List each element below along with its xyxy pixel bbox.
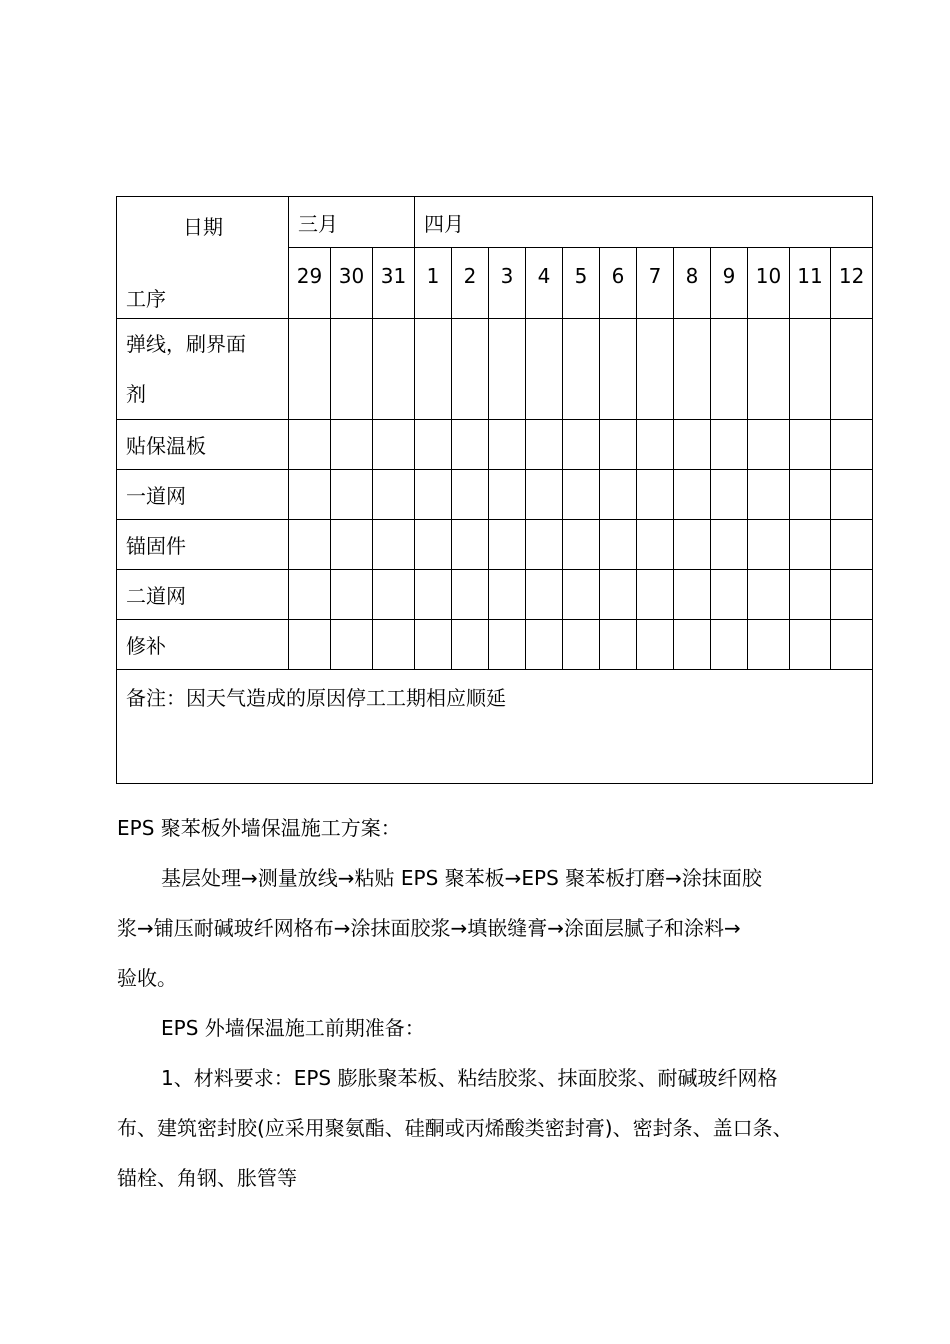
schedule-cell: [452, 620, 489, 670]
day-header-cell: 12: [831, 248, 873, 319]
schedule-cell: [790, 570, 831, 620]
paragraph-line: 1、材料要求：EPS 膨胀聚苯板、粘结胶浆、抹面胶浆、耐碱玻纤网格: [161, 1066, 778, 1090]
schedule-cell: [489, 620, 526, 670]
schedule-cell: [489, 520, 526, 570]
day-header-cell: 5: [563, 248, 600, 319]
schedule-cell: [563, 520, 600, 570]
schedule-cell: [415, 520, 452, 570]
corner-header-cell: [117, 197, 289, 319]
schedule-cell: [289, 319, 331, 420]
schedule-cell: [748, 319, 790, 420]
day-header-cell: 4: [526, 248, 563, 319]
schedule-cell: [563, 319, 600, 420]
schedule-cell: [637, 319, 674, 420]
schedule-cell: [711, 520, 748, 570]
schedule-cell: [331, 420, 373, 470]
paragraph-line: 锚栓、角钢、胀管等: [117, 1166, 297, 1190]
schedule-cell: [373, 319, 415, 420]
schedule-cell: [748, 470, 790, 520]
month-header-row: [117, 197, 873, 248]
schedule-cell: [415, 570, 452, 620]
day-header-cell: 11: [790, 248, 831, 319]
process-header-label: 工序: [126, 287, 166, 311]
paragraph-line: 基层处理→测量放线→粘贴 EPS 聚苯板→EPS 聚苯板打磨→涂抹面胶: [161, 866, 762, 890]
process-label: 二道网: [117, 570, 289, 620]
schedule-cell: [563, 620, 600, 670]
schedule-cell: [331, 620, 373, 670]
day-header-cell: 31: [373, 248, 415, 319]
paragraph-line: 浆→铺压耐碱玻纤网格布→涂抹面胶浆→填嵌缝膏→涂面层腻子和涂料→: [117, 916, 741, 940]
table-row: [117, 420, 873, 470]
process-label: 贴保温板: [117, 420, 289, 470]
schedule-cell: [289, 570, 331, 620]
schedule-cell: [373, 620, 415, 670]
process-label: 修补: [117, 620, 289, 670]
schedule-cell: [563, 470, 600, 520]
day-header-cell: 7: [637, 248, 674, 319]
process-label-line: 弹线，刷界面: [126, 332, 246, 356]
schedule-cell: [790, 470, 831, 520]
schedule-cell: [526, 319, 563, 420]
schedule-cell: [489, 420, 526, 470]
schedule-cell: [790, 319, 831, 420]
schedule-cell: [748, 570, 790, 620]
schedule-cell: [711, 620, 748, 670]
schedule-cell: [637, 570, 674, 620]
schedule-cell: [415, 319, 452, 420]
schedule-cell: [711, 570, 748, 620]
schedule-cell: [452, 470, 489, 520]
schedule-cell: [831, 470, 873, 520]
schedule-cell: [289, 470, 331, 520]
schedule-cell: [526, 570, 563, 620]
schedule-cell: [600, 420, 637, 470]
day-header-cell: 10: [748, 248, 790, 319]
schedule-cell: [452, 570, 489, 620]
schedule-cell: [563, 420, 600, 470]
schedule-cell: [526, 420, 563, 470]
schedule-cell: [373, 570, 415, 620]
schedule-cell: [831, 319, 873, 420]
table-row: [117, 319, 873, 420]
day-header-cell: 2: [452, 248, 489, 319]
schedule-cell: [452, 520, 489, 570]
schedule-cell: [748, 520, 790, 570]
schedule-cell: [489, 319, 526, 420]
schedule-cell: [452, 420, 489, 470]
schedule-cell: [489, 470, 526, 520]
schedule-cell: [674, 319, 711, 420]
section-heading: EPS 外墙保温施工前期准备：: [161, 1016, 425, 1040]
schedule-cell: [452, 319, 489, 420]
schedule-cell: [674, 420, 711, 470]
schedule-cell: [526, 620, 563, 670]
table-row: [117, 620, 873, 670]
schedule-cell: [674, 570, 711, 620]
schedule-table: [116, 196, 873, 784]
schedule-cell: [831, 520, 873, 570]
schedule-cell: [790, 620, 831, 670]
month-march: 三月: [289, 197, 415, 248]
schedule-cell: [373, 470, 415, 520]
schedule-cell: [831, 420, 873, 470]
schedule-cell: [600, 319, 637, 420]
notes-cell: 备注：因天气造成的原因停工工期相应顺延: [117, 670, 873, 784]
paragraph-line: 验收。: [117, 966, 177, 990]
schedule-cell: [526, 520, 563, 570]
schedule-cell: [289, 420, 331, 470]
schedule-cell: [373, 520, 415, 570]
schedule-cell: [415, 620, 452, 670]
schedule-cell: [674, 470, 711, 520]
schedule-cell: [637, 520, 674, 570]
paragraph-line: 布、建筑密封胶(应采用聚氨酯、硅酮或丙烯酸类密封膏)、密封条、盖口条、: [117, 1116, 793, 1140]
process-label: 一道网: [117, 470, 289, 520]
schedule-cell: [790, 420, 831, 470]
schedule-cell: [289, 620, 331, 670]
month-april: 四月: [415, 197, 873, 248]
schedule-cell: [711, 319, 748, 420]
schedule-cell: [748, 420, 790, 470]
date-header-label: 日期: [183, 215, 223, 239]
process-label-line: 剂: [126, 382, 146, 406]
notes-row: [117, 670, 873, 784]
day-header-cell: 6: [600, 248, 637, 319]
schedule-cell: [331, 520, 373, 570]
day-header-cell: 1: [415, 248, 452, 319]
schedule-cell: [711, 470, 748, 520]
schedule-cell: [637, 470, 674, 520]
section-heading: EPS 聚苯板外墙保温施工方案：: [117, 816, 401, 840]
table-row: [117, 470, 873, 520]
schedule-cell: [563, 570, 600, 620]
schedule-cell: [289, 520, 331, 570]
schedule-cell: [600, 620, 637, 670]
schedule-cell: [711, 420, 748, 470]
schedule-cell: [790, 520, 831, 570]
schedule-cell: [674, 620, 711, 670]
day-header-cell: 30: [331, 248, 373, 319]
schedule-cell: [331, 319, 373, 420]
schedule-cell: [331, 470, 373, 520]
schedule-cell: [526, 470, 563, 520]
schedule-cell: [600, 470, 637, 520]
day-header-cell: 3: [489, 248, 526, 319]
schedule-cell: [637, 620, 674, 670]
schedule-cell: [831, 570, 873, 620]
schedule-cell: [831, 620, 873, 670]
schedule-cell: [600, 520, 637, 570]
schedule-cell: [415, 420, 452, 470]
day-header-cell: 9: [711, 248, 748, 319]
schedule-cell: [600, 570, 637, 620]
schedule-cell: [637, 420, 674, 470]
process-label: [117, 319, 289, 420]
schedule-cell: [415, 470, 452, 520]
schedule-cell: [489, 570, 526, 620]
table-row: [117, 570, 873, 620]
schedule-cell: [674, 520, 711, 570]
schedule-cell: [331, 570, 373, 620]
schedule-cell: [373, 420, 415, 470]
table-row: [117, 520, 873, 570]
schedule-cell: [748, 620, 790, 670]
day-header-cell: 29: [289, 248, 331, 319]
day-header-cell: 8: [674, 248, 711, 319]
process-label: 锚固件: [117, 520, 289, 570]
